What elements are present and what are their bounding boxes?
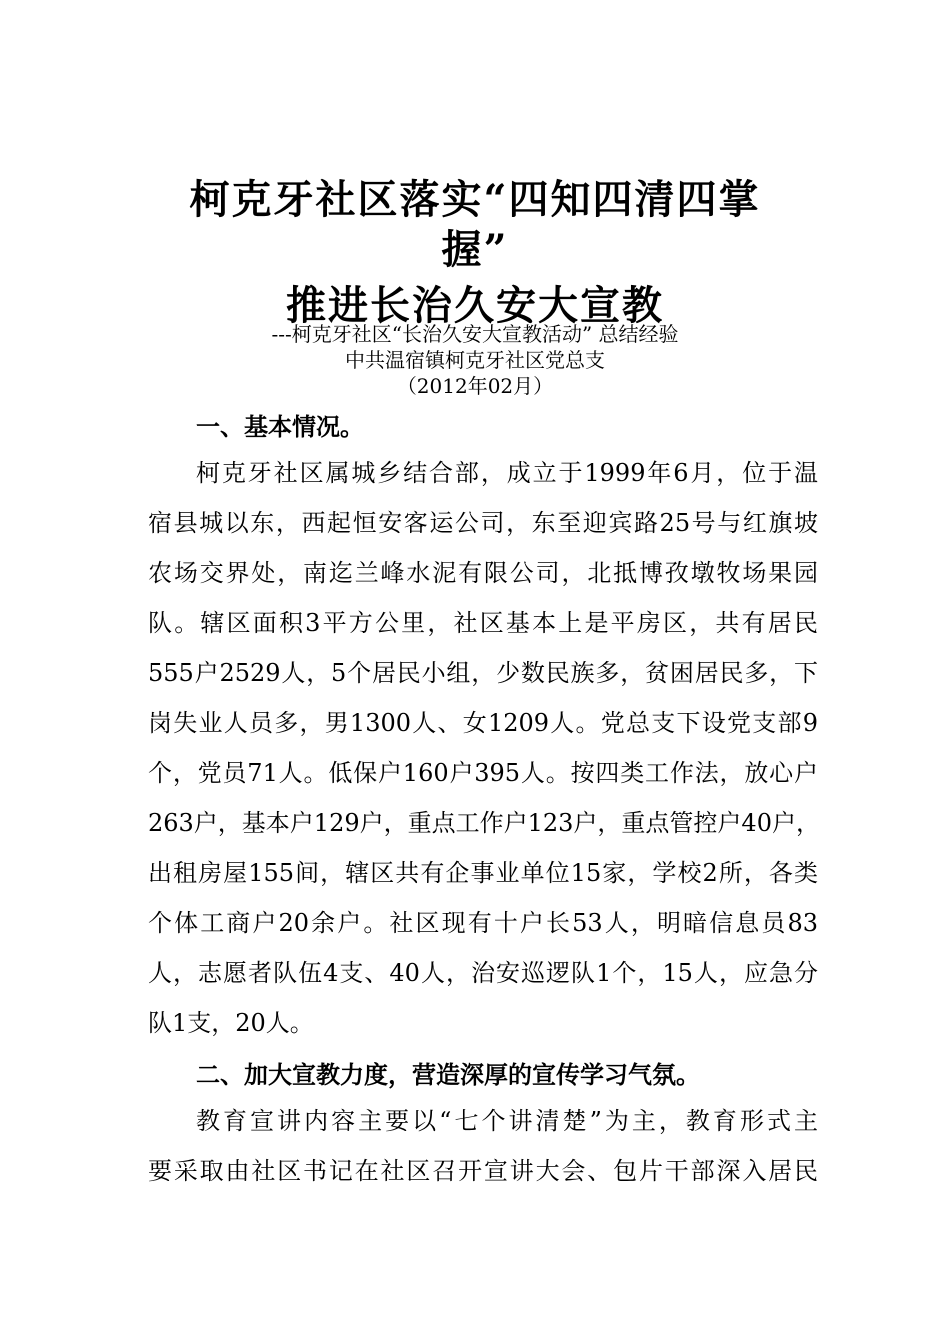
paragraph-line: 要采取由社区书记在社区召开宣讲大会、包片干部深入居民 — [148, 1157, 818, 1185]
paragraph-line: 队1支，20人。 — [148, 1009, 314, 1037]
paragraph-line: 263户，基本户129户，重点工作户123户，重点管控户40户， — [148, 809, 820, 837]
document-subtitle: ---柯克牙社区“长治久安大宣教活动” 总结经验 — [271, 322, 679, 346]
paragraph-line: 人，志愿者队伍4支、40人，治安巡逻队1个，15人，应急分 — [148, 959, 818, 987]
paragraph-line: 教育宣讲内容主要以“七个讲清楚”为主，教育形式主 — [196, 1107, 818, 1135]
section-2-heading: 二、加大宣教力度，营造深厚的宣传学习气氛。 — [196, 1060, 700, 1089]
paragraph-line: 出租房屋155间，辖区共有企事业单位15家，学校2所，各类 — [148, 859, 818, 887]
document-title-line-2: 握” — [441, 226, 509, 273]
paragraph-line: 柯克牙社区属城乡结合部，成立于1999年6月，位于温 — [196, 459, 818, 487]
section-1-heading: 一、基本情况。 — [196, 412, 364, 441]
paragraph-line: 岗失业人员多，男1300人、女1209人。党总支下设党支部9 — [148, 709, 818, 737]
paragraph-line: 个体工商户20余户。社区现有十户长53人，明暗信息员83 — [148, 909, 818, 937]
document-title-line-3: 推进长治久安大宣教 — [286, 282, 664, 329]
paragraph-line: 555户2529人，5个居民小组，少数民族多，贫困居民多，下 — [148, 659, 818, 687]
paragraph-line: 宿县城以东，西起恒安客运公司，东至迎宾路25号与红旗坡 — [148, 509, 818, 537]
paragraph-line: 队。辖区面积3平方公里，社区基本上是平房区，共有居民 — [148, 609, 818, 637]
paragraph-line: 个，党员71人。低保户160户395人。按四类工作法，放心户 — [148, 759, 818, 787]
paragraph-line: 农场交界处，南迄兰峰水泥有限公司，北抵博孜墩牧场果园 — [148, 559, 818, 587]
document-organization: 中共温宿镇柯克牙社区党总支 — [345, 348, 605, 372]
document-date: （2012年02月） — [396, 374, 554, 398]
document-title-line-1: 柯克牙社区落实“四知四清四掌 — [189, 176, 761, 223]
